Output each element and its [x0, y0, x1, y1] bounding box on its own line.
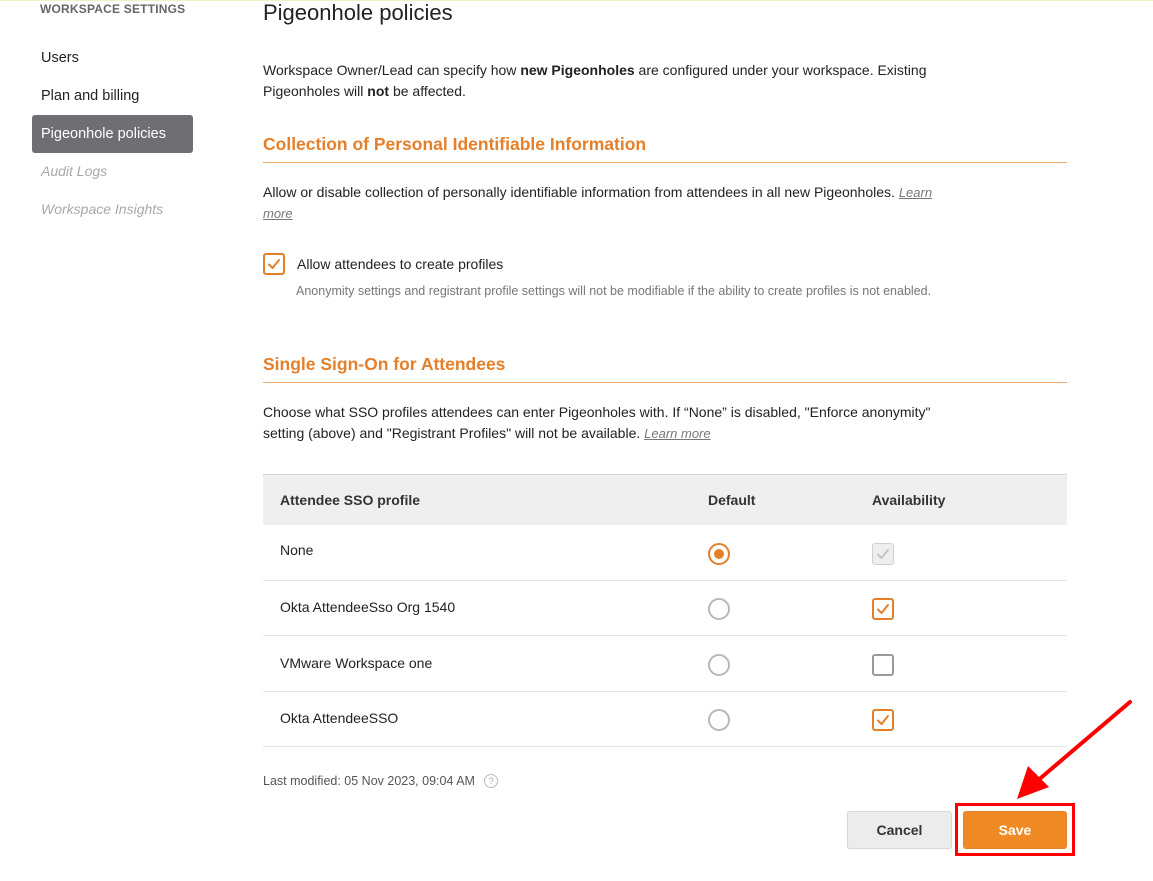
- intro-part-3: be affected.: [389, 83, 466, 99]
- table-header: [263, 474, 1067, 525]
- sso-section-divider: [263, 382, 1067, 383]
- allow-profiles-label[interactable]: Allow attendees to create profiles: [297, 256, 504, 272]
- pii-description-text: Allow or disable collection of personally identifiable information from attendees in all new Pigeonholes.: [263, 184, 895, 200]
- pii-section-divider: [263, 162, 1067, 163]
- pii-section-title: Collection of Personal Identifiable Information: [263, 134, 647, 154]
- default-radio-none[interactable]: [708, 543, 730, 565]
- default-radio-okta-attendeesso[interactable]: [708, 709, 730, 731]
- availability-checkbox-okta-attendeesso[interactable]: [872, 709, 894, 731]
- intro-part-1: Workspace Owner/Lead can specify how: [263, 62, 521, 78]
- availability-checkbox-none: [872, 543, 894, 565]
- sso-profile-name: None: [280, 542, 314, 558]
- check-icon: [267, 257, 281, 271]
- intro-bold-new-pigeonholes: new Pigeonholes: [520, 62, 635, 78]
- sidebar-title: WORKSPACE SETTINGS: [40, 2, 186, 16]
- allow-profiles-checkbox[interactable]: [263, 253, 285, 275]
- table-row: [263, 691, 1067, 747]
- intro-bold-not: not: [367, 83, 390, 99]
- sso-description: [263, 402, 938, 444]
- availability-checkbox-okta-org-1540[interactable]: [872, 598, 894, 620]
- sidebar-item-plan-and-billing[interactable]: Plan and billing: [41, 88, 140, 104]
- check-icon: [876, 547, 890, 561]
- allow-profiles-help-text: Anonymity settings and registrant profile settings will not be modifiable if the ability to create profiles is not enabled.: [296, 284, 932, 298]
- sso-profile-name: VMware Workspace one: [280, 655, 433, 671]
- table-row: [263, 636, 1067, 692]
- sso-description-text: Choose what SSO profiles attendees can enter Pigeonholes with. If “None” is disabled, "Enforce anonymity" setting (above) and "Registrant Profiles" will not be available.: [263, 404, 931, 441]
- sidebar: [0, 0, 215, 881]
- column-header-availability: Availability: [872, 492, 946, 508]
- sso-profile-name: Okta AttendeeSSO: [280, 710, 399, 726]
- column-header-profile: Attendee SSO profile: [280, 492, 421, 508]
- pii-learn-more-link[interactable]: Learn more: [263, 185, 933, 221]
- question-circle-icon[interactable]: ?: [484, 774, 498, 788]
- table-row: [263, 525, 1067, 581]
- page-title: Pigeonhole policies: [263, 0, 453, 25]
- last-modified-text: Last modified: 05 Nov 2023, 09:04 AM: [263, 774, 475, 788]
- sidebar-item-users[interactable]: Users: [41, 50, 79, 66]
- save-button[interactable]: Save: [963, 811, 1067, 849]
- check-icon: [876, 602, 890, 616]
- availability-checkbox-vmware[interactable]: [872, 654, 894, 676]
- sso-learn-more-link[interactable]: Learn more: [644, 426, 711, 441]
- cancel-button[interactable]: Cancel: [847, 811, 952, 849]
- sidebar-item-pigeonhole-policies[interactable]: Pigeonhole policies: [32, 115, 193, 153]
- table-row: [263, 580, 1067, 636]
- last-modified: [263, 774, 498, 788]
- sso-section-title: Single Sign-On for Attendees: [263, 354, 506, 374]
- sso-profile-name: Okta AttendeeSso Org 1540: [280, 599, 456, 615]
- radio-selected-dot: [714, 549, 724, 559]
- sidebar-item-audit-logs: Audit Logs: [41, 163, 108, 179]
- check-icon: [876, 713, 890, 727]
- pii-description: [263, 182, 953, 224]
- save-highlight-box: [955, 803, 1075, 856]
- default-radio-okta-org-1540[interactable]: [708, 598, 730, 620]
- intro-text: [263, 60, 943, 102]
- default-radio-vmware[interactable]: [708, 654, 730, 676]
- intro-part-2: are configured under your workspace. Existing Pigeonholes will: [263, 62, 927, 99]
- sidebar-item-workspace-insights: Workspace Insights: [41, 201, 164, 217]
- column-header-default: Default: [708, 492, 756, 508]
